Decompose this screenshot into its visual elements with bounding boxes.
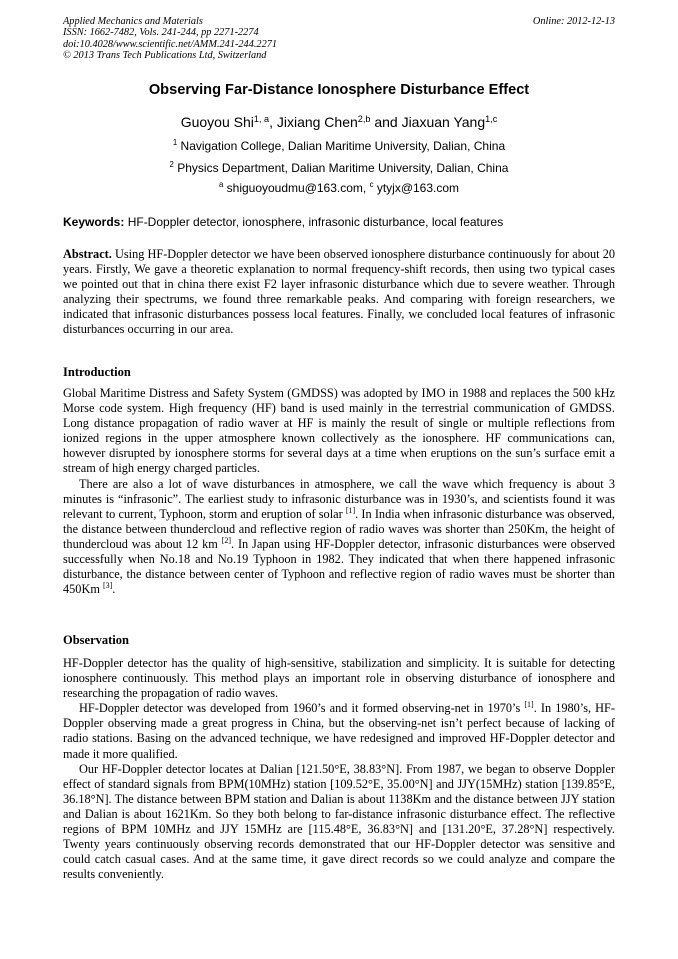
keywords-text: HF-Doppler detector, ionosphere, infrasonic disturbance, local features [124,215,504,229]
abstract-text: Using HF-Doppler detector we have been observed ionosphere disturbance continuously for about 20 years. Firstly, We gave a theoretic explanation to normal frequency-shift records, then using two typical cases we pointed out that in china there exist F2 layer infrasonic disturbance which due to severe weather. Through analyzing their spectrums, we found three remarkable peaks. And comparing with foreign researchers, we indicated that infrasonic disturbances possess local features. Finally, we concluded local features of infrasonic disturbances occurring in our area. [63,247,615,337]
paragraph-text: . In Japan using HF-Doppler detector, infrasonic disturbances were observed successfully when No.18 and No.19 Typhoon in 1982. They indicated that when there happened infrasonic disturbance, the distance between center of Typhoon and reflective region of radio waves must be shorter than 450Km [63,536,615,597]
paragraph-text: There are also a lot of wave disturbances in atmosphere, we call the wave which frequency is about 3 minutes is “infrasonic”. The earliest study to infrasonic disturbance was in 1930’s, and scientists found it was relevant to current, Typhoon, storm and eruption of solar [63,476,615,521]
author-name: Guoyou Shi [180,114,254,130]
paragraph-text: . [112,582,116,597]
affiliation-1 [0,139,678,153]
author-name: , Jixiang Chen [269,114,358,130]
section-heading-observation: Observation [63,633,129,647]
paragraph-text: . In 1980’s, HF-Doppler observing made a great progress in China, but the observing-net isn’t perfect because of lacking of radio stations. Basing on the advanced technique, we have redesigned and improved HF-Doppler detector and made it more qualified. [63,701,615,761]
email-sup: c [369,180,374,190]
author-sup: 2,b [357,113,371,124]
affiliation-text: Physics Department, Dalian Maritime University, Dalian, China [173,161,509,175]
citation: [2] [221,536,231,546]
online-date: Online: 2012-12-13 [532,16,615,27]
citation: [3] [102,581,113,591]
affiliation-text: Navigation College, Dalian Maritime University, Dalian, China [177,139,506,153]
keywords-label: Keywords: [63,215,125,229]
author-name: and Jiaxuan Yang [370,114,486,130]
abstract-label: Abstract. [63,247,112,261]
author-sup: 1, a [253,113,270,124]
paragraph [63,477,615,598]
issn-line: ISSN: 1662-7482, Vols. 241-244, pp 2271-2274 [63,27,259,39]
author-sup: 1,c [485,113,498,124]
email-link[interactable]: ytyjx@163.com [373,181,460,195]
email-line [0,181,678,195]
paragraph-text: . In India when infrasonic disturbance was observed, the distance between thundercloud and reflective region of radio waves was shorter than 250Km, the height of thundercloud was about 12 km [63,506,615,551]
citation: [1] [345,505,356,515]
paragraph: Global Maritime Distress and Safety System (GMDSS) was adopted by IMO in 1988 and replaces the 500 kHz Morse code system. High frequency (HF) band is used mainly in the terrestrial communication of GMDSS. Long distance propagation of radio waver at HF is mainly the result of single or multiple reflections from ionized regions in the upper atmosphere known collectively as the ionosphere. HF communications can, however disrupted by ionosphere storms for several days at a time when eruptions on the sun’s surface emit a stream of high energy charged particles. [63,386,615,476]
paragraph: Our HF-Doppler detector locates at Dalian [121.50°E, 38.83°N]. From 1987, we began to observe Doppler effect of standard signals from BPM(10MHz) station [109.52°E, 35.00°N] and JJY(15MHz) station [139.85°E, 36.18°N]. The distance between BPM station and Dalian is about 1138Km and the distance between JJY station and Dalian is about 1621Km. So they both belong to far-distance infrasonic disturbance effect. The reflective regions of BPM 10MHz and JJY 15MHz are [115.48°E, 36.83°N] and [131.20°E, 37.28°N] respectively. Twenty years continuously observing records demonstrated that our HF-Doppler detector was sensitive and could catch casual cases. And at the same time, it gave direct records so we could analyze and compare the results conveniently. [63,761,615,882]
affiliation-sup: 1 [172,138,178,148]
email-sup: a [218,180,224,190]
paper-title: Observing Far-Distance Ionosphere Disturbance Effect [148,82,530,98]
copyright-line: © 2013 Trans Tech Publications Ltd, Switzerland [63,49,267,61]
keywords [63,215,615,229]
paragraph: HF-Doppler detector has the quality of high-sensitive, stabilization and simplicity. It is suitable for detecting ionosphere continuously. This method plays an important role in observing disturbance of ionosphere and researching the propagation of radio waves. [63,656,615,701]
paragraph-text: HF-Doppler detector was developed from 1960’s and it formed observing-net in 1970’s [79,701,525,716]
email-link[interactable]: shiguoyoudmu@163.com, [223,181,370,195]
affiliation-2 [0,161,678,175]
doi-line: doi:10.4028/www.scientific.net/AMM.241-244.2271 [63,38,278,50]
journal-name: Applied Mechanics and Materials [63,16,203,27]
paragraph [63,701,615,761]
observation-body [63,656,615,882]
journal-header [63,16,615,61]
introduction-body [63,386,615,597]
citation: [1] [524,700,534,710]
section-heading-introduction: Introduction [63,365,131,379]
affiliation-sup: 2 [169,160,174,170]
abstract [63,247,615,338]
author-list [0,114,678,130]
